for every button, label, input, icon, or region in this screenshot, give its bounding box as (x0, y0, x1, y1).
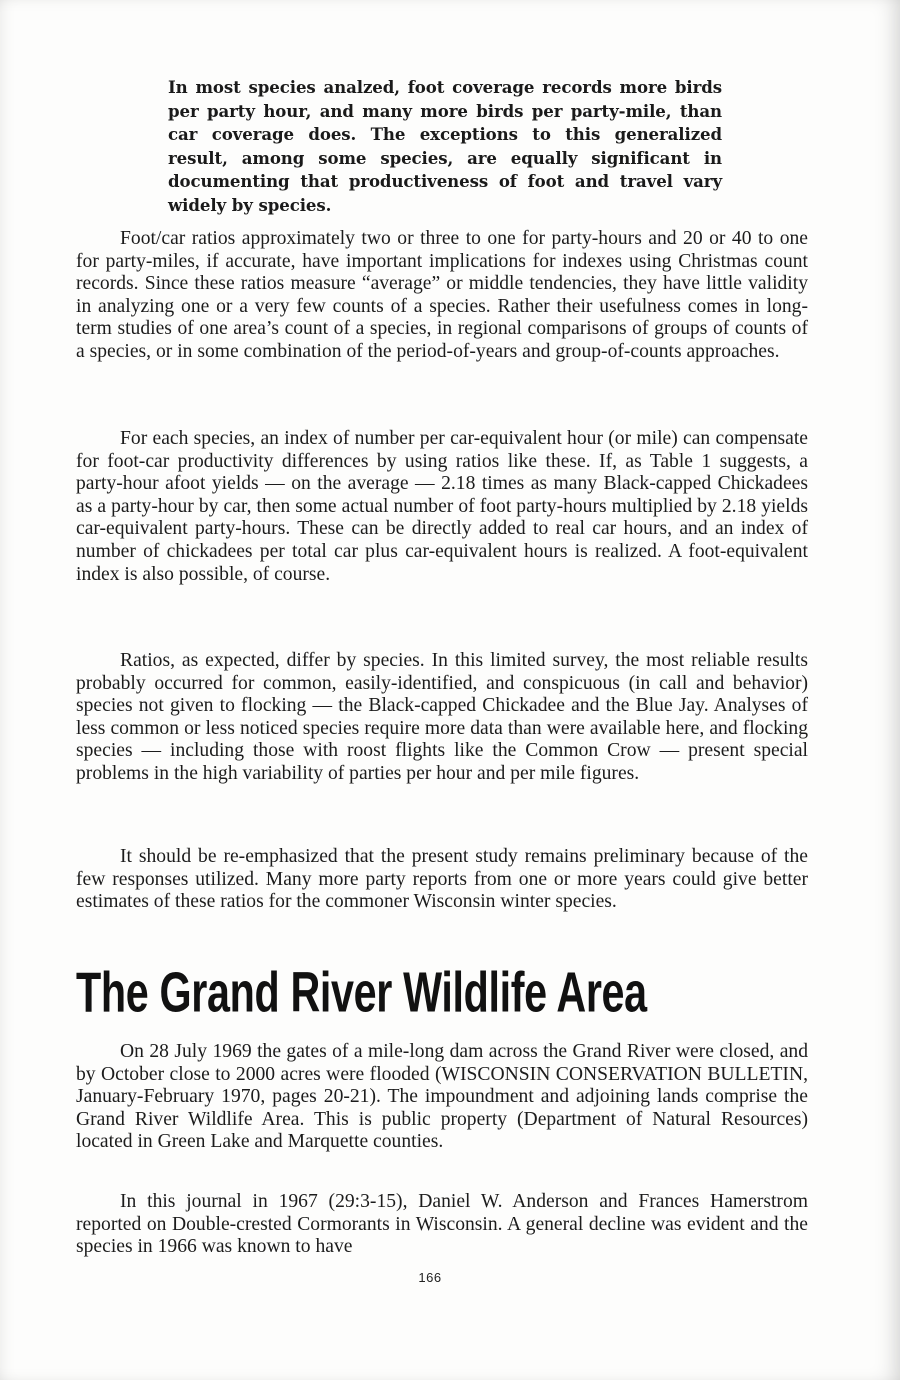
article-paragraph-cormorants: In this journal in 1967 (29:3-15), Daniel W. Anderson and Frances Hamerstrom reported on Double-crested Cormorants in Wisconsin. A general decline was evident and the species in 1966 was known to have (76, 1191, 808, 1258)
body-paragraph-ratios: Foot/car ratios approximately two or three to one for party-hours and 20 or 40 to one for party-miles, if accurate, have important implications for indexes using Christmas count records. Since these ratios measure “average” or middle tendencies, they have little validity in analyzing one or a very few counts of a species. Rather their usefulness comes in long-term studies of one area’s count of a species, in regional comparisons of groups of counts of a species, or in some combination of the period-of-years and group-of-counts approaches. (76, 228, 808, 362)
body-paragraph-species-ratios: Ratios, as expected, differ by species. In this limited survey, the most reliable results probably occurred for common, easily-identified, and conspicuous (in call and behavior) species not given to flocking — the Black-capped Chickadee and the Blue Jay. Analyses of less common or less noticed species require more data than were available here, and flocking species — including those with roost flights like the Common Crow — present special problems in the high variability of parties per hour and per mile figures. (76, 650, 808, 784)
body-paragraph-index: For each species, an index of number per car-equivalent hour (or mile) can compensate for foot-car productivity differences by using ratios like these. If, as Table 1 suggests, a party-hour afoot yields — on the average — 2.18 times as many Black-capped Chickadees as a party-hour by car, then some actual number of foot party-hours multiplied by 2.18 yields car-equivalent party-hours. These can be directly added to real car hours, and an index of number of chickadees per total car plus car-equivalent hours is realized. A foot-equivalent index is also possible, of course. (76, 428, 808, 585)
article-paragraph-dam: On 28 July 1969 the gates of a mile-long dam across the Grand River were closed, and by October close to 2000 acres were flooded (WISCONSIN CONSERVATION BULLETIN, January-February 1970, pages 20-21). The impoundment and adjoining lands comprise the Grand River Wildlife Area. This is public property (Department of Natural Resources) located in Green Lake and Marquette counties. (76, 1041, 808, 1153)
summary-paragraph: In most species analzed, foot coverage records more birds per party hour, and many more birds per party-mile, than car coverage does. The exceptions to this generalized result, among some species, are equally significant in documenting that productiveness of foot and travel vary widely by species. (168, 77, 722, 215)
article-title: The Grand River Wildlife Area (76, 962, 647, 1025)
body-paragraph-conclusion: It should be re-emphasized that the present study remains preliminary because of the few responses utilized. Many more party reports from one or more years could give better estimates of these ratios for the commoner Wisconsin winter species. (76, 846, 808, 913)
page-number: 166 (418, 1270, 442, 1285)
